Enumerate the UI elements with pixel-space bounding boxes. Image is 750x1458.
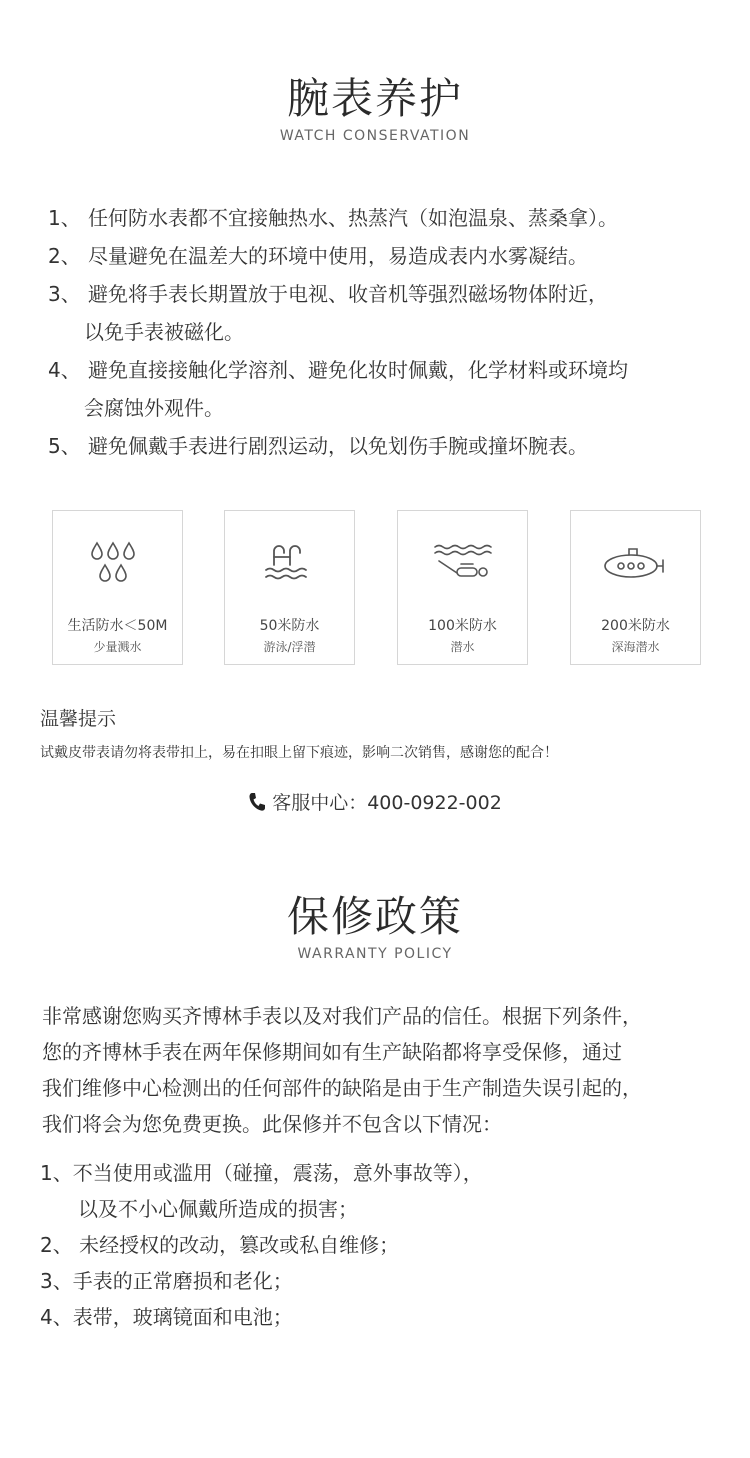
- warranty-intro-line: 您的齐博林手表在两年保修期间如有生产缺陷都将享受保修，通过: [42, 1040, 622, 1064]
- water-rating-label: 生活防水＜50M: [67, 618, 168, 634]
- care-item-text: 会腐蚀外观件。: [84, 396, 224, 420]
- service-hotline: [0, 788, 750, 817]
- warranty-intro-line: 我们维修中心检测出的任何部件的缺陷是由于生产制造失误引起的，: [42, 1076, 642, 1100]
- care-item-number: 2、: [48, 244, 81, 268]
- care-subtitle: WATCH CONSERVATION: [279, 128, 471, 144]
- water-rating-card: [397, 510, 528, 665]
- warranty-exclusions: [40, 1155, 720, 1335]
- care-item-text: 尽量避免在温差大的环境中使用，易造成表内水雾凝结。: [88, 244, 588, 268]
- phone-icon: [248, 792, 266, 817]
- care-item: [48, 238, 728, 275]
- care-item-continuation: [48, 390, 728, 427]
- warranty-title: 保修政策: [286, 892, 463, 941]
- water-rating-label: 50米防水: [259, 618, 320, 634]
- water-rating-card: [52, 510, 183, 665]
- warranty-intro-line: 我们将会为您免费更换。此保修并不包含以下情况：: [42, 1112, 502, 1136]
- care-item: [48, 200, 728, 237]
- water-rating-card: [224, 510, 355, 665]
- warranty-intro: [42, 998, 722, 1142]
- exclusion-item: 3、手表的正常磨损和老化；: [40, 1269, 293, 1293]
- care-item-text: 避免直接接触化学溶剂、避免化妆时佩戴，化学材料或环境均: [88, 358, 628, 382]
- submarine-icon: [601, 539, 671, 589]
- care-item-number: 1、: [48, 206, 81, 230]
- care-item-continuation: [48, 314, 728, 351]
- care-item-text: 以免手表被磁化。: [84, 320, 244, 344]
- care-item-number: 5、: [48, 434, 81, 458]
- care-item-text: 避免佩戴手表进行剧烈运动，以免划伤手腕或撞坏腕表。: [88, 434, 588, 458]
- care-item-number: 4、: [48, 358, 81, 382]
- exclusion-item: 2、 未经授权的改动，篡改或私自维修；: [40, 1233, 400, 1257]
- water-rating-label: 100米防水: [428, 618, 497, 634]
- warranty-subtitle: WARRANTY POLICY: [297, 946, 453, 962]
- care-item-text: 避免将手表长期置放于电视、收音机等强烈磁场物体附近，: [88, 282, 608, 306]
- care-item: [48, 428, 728, 465]
- care-item-number: 3、: [48, 282, 81, 306]
- water-rating-sub: 少量溅水: [93, 640, 142, 654]
- tip-text: 试戴皮带表请勿将表带扣上，易在扣眼上留下痕迹，影响二次销售，感谢您的配合！: [40, 745, 558, 761]
- service-phone[interactable]: 400-0922-002: [367, 792, 502, 814]
- water-rating-row: [52, 510, 700, 665]
- water-rating-label: 200米防水: [601, 618, 670, 634]
- tip-title: 温馨提示: [40, 708, 117, 730]
- water-drops-icon: [88, 539, 148, 589]
- care-item: [48, 276, 728, 313]
- care-item: [48, 352, 728, 389]
- warranty-intro-line: 非常感谢您购买齐博林手表以及对我们产品的信任。根据下列条件，: [42, 1004, 642, 1028]
- care-title: 腕表养护: [286, 74, 463, 123]
- swimming-icon: [260, 539, 320, 589]
- care-list: [48, 200, 728, 466]
- water-rating-card: [570, 510, 701, 665]
- water-rating-sub: 游泳/浮潜: [263, 640, 316, 654]
- care-item-text: 任何防水表都不宜接触热水、热蒸汽（如泡温泉、蒸桑拿）。: [88, 206, 618, 230]
- exclusion-item: 1、不当使用或滥用（碰撞，震荡，意外事故等），: [40, 1161, 483, 1185]
- exclusion-item-continuation: 以及不小心佩戴所造成的损害；: [78, 1197, 358, 1221]
- water-rating-sub: 深海潜水: [611, 640, 660, 654]
- water-rating-sub: 潜水: [450, 640, 475, 654]
- exclusion-item: 4、表带，玻璃镜面和电池；: [40, 1305, 293, 1329]
- service-label: 客服中心：: [272, 792, 368, 814]
- diver-icon: [431, 539, 495, 589]
